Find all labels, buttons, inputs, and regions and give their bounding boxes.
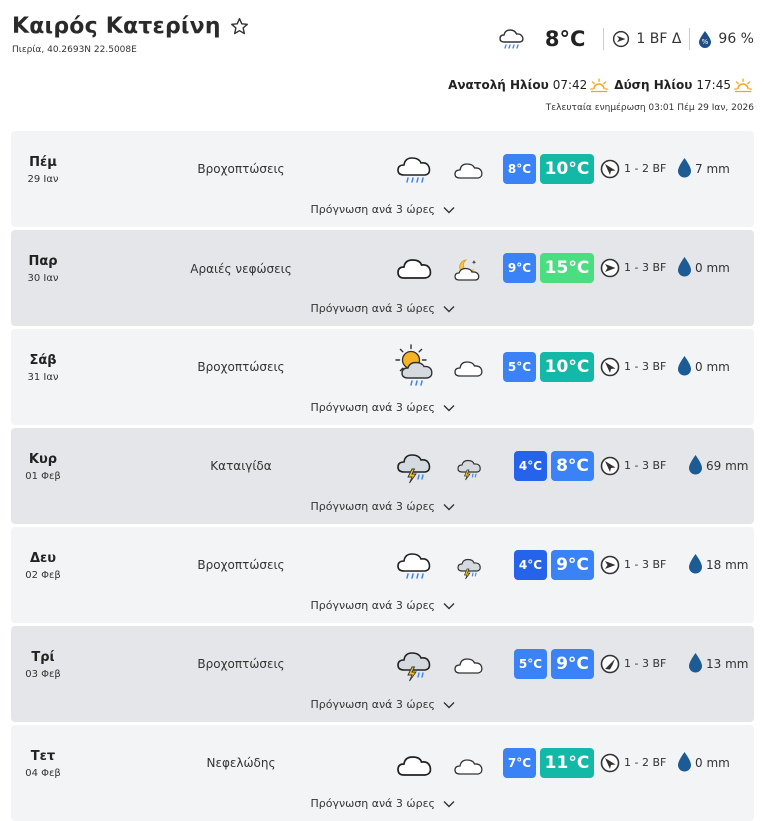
wind-force: 1 - 3 BF [624, 459, 667, 472]
temp-max-badge: 10°C [540, 154, 594, 184]
header [0, 0, 764, 125]
temp-max-badge: 9°C [551, 649, 594, 679]
rain-drop-icon [677, 355, 692, 376]
day-description: Βροχοπτώσεις [197, 657, 285, 671]
current-wind: 1 BF Δ [636, 31, 682, 47]
wind-force: 1 - 3 BF [624, 360, 667, 373]
day-date: 03 Φεβ [25, 669, 61, 680]
rain-drop-icon [677, 751, 692, 772]
temp-min-badge: 5°C [503, 352, 536, 382]
wind-force: 1 - 2 BF [624, 756, 667, 769]
rain-amount: 18 mm [706, 558, 749, 572]
humidity-icon [698, 30, 712, 48]
wind-direction-icon [600, 555, 620, 575]
rain-amount: 0 mm [695, 756, 730, 770]
sunset-label: Δύση Ηλίου [614, 78, 693, 92]
thunderstorm-icon [395, 448, 435, 484]
temp-max-badge: 10°C [540, 352, 594, 382]
current-temperature: 8°C [544, 27, 586, 51]
day-description: Νεφελώδης [206, 756, 276, 770]
page-title: Καιρός Κατερίνη [12, 14, 221, 39]
title-row [12, 14, 249, 39]
current-conditions [497, 22, 754, 56]
thunderstorm-icon [395, 646, 435, 682]
wind-direction-icon [600, 357, 620, 377]
day-description: Βροχοπτώσεις [197, 162, 285, 176]
current-humidity: 96 % [718, 31, 754, 47]
day-name: Παρ [28, 254, 58, 269]
day-row[interactable] [11, 725, 754, 821]
wind-direction-icon [600, 654, 620, 674]
wind-direction-icon [612, 30, 630, 48]
forecast-3h-label: Πρόγνωση ανά 3 ώρες [310, 599, 436, 612]
cloud-icon [395, 745, 435, 781]
chevron-down-icon [443, 701, 455, 709]
day-date: 04 Φεβ [25, 768, 61, 779]
cloud-outline-icon [452, 751, 486, 779]
wind-direction-icon [600, 258, 620, 278]
day-row[interactable] [11, 230, 754, 326]
forecast-3h-label: Πρόγνωση ανά 3 ώρες [310, 698, 436, 711]
rain-amount: 0 mm [695, 360, 730, 374]
svg-text:%: % [702, 38, 709, 46]
chevron-down-icon [443, 602, 455, 610]
day-row[interactable] [11, 626, 754, 722]
cloud-outline-icon [452, 652, 486, 680]
temp-min-badge: 5°C [514, 649, 547, 679]
last-updated: Τελευταία ενημέρωση 03:01 Πέμ 29 Ιαν, 2026 [545, 103, 754, 113]
rain-drop-icon [677, 256, 692, 277]
wind-force: 1 - 3 BF [624, 657, 667, 670]
temp-max-badge: 9°C [551, 550, 594, 580]
day-date: 31 Ιαν [27, 372, 59, 383]
rain-cloud-icon [497, 25, 527, 53]
day-row[interactable] [11, 131, 754, 227]
thunderstorm-small-icon [452, 553, 486, 581]
temp-max-badge: 11°C [540, 748, 594, 778]
temp-min-badge: 4°C [514, 451, 547, 481]
forecast-3h-toggle[interactable] [11, 203, 754, 216]
rain-drop-icon [688, 454, 703, 475]
day-name: Πέμ [29, 155, 57, 170]
wind-force: 1 - 3 BF [624, 261, 667, 274]
cloud-icon [395, 250, 435, 286]
rain-amount: 0 mm [695, 261, 730, 275]
day-date: 02 Φεβ [25, 570, 61, 581]
temp-max-badge: 15°C [540, 253, 594, 283]
temp-min-badge: 4°C [514, 550, 547, 580]
sun-times [448, 77, 754, 93]
moon-cloud-icon [452, 256, 486, 284]
forecast-3h-toggle[interactable] [11, 302, 754, 315]
sunset-icon [734, 77, 752, 93]
day-date: 01 Φεβ [25, 471, 61, 482]
temp-min-badge: 9°C [503, 253, 536, 283]
forecast-3h-label: Πρόγνωση ανά 3 ώρες [310, 797, 436, 810]
rain-amount: 13 mm [706, 657, 749, 671]
wind-direction-icon [600, 159, 620, 179]
day-date: 30 Ιαν [27, 273, 59, 284]
divider [689, 28, 690, 50]
chevron-down-icon [443, 800, 455, 808]
wind-force: 1 - 2 BF [624, 162, 667, 175]
thunderstorm-small-icon [452, 454, 486, 482]
forecast-3h-label: Πρόγνωση ανά 3 ώρες [310, 401, 436, 414]
forecast-3h-label: Πρόγνωση ανά 3 ώρες [310, 500, 436, 513]
chevron-down-icon [443, 503, 455, 511]
day-name: Τρί [31, 650, 55, 665]
forecast-3h-toggle[interactable] [11, 698, 754, 711]
temp-min-badge: 8°C [503, 154, 536, 184]
sunrise-time: 07:42 [552, 78, 588, 92]
rain-amount: 69 mm [706, 459, 749, 473]
star-icon[interactable] [230, 17, 249, 36]
chevron-down-icon [443, 305, 455, 313]
temp-min-badge: 7°C [503, 748, 536, 778]
sunrise-icon [590, 77, 608, 93]
day-name: Κυρ [28, 452, 58, 467]
forecast-3h-toggle[interactable] [11, 500, 754, 513]
sunrise-label: Ανατολή Ηλίου [448, 78, 549, 92]
rain-drop-icon [677, 157, 692, 178]
sunset-time: 17:45 [696, 78, 731, 92]
day-name: Δευ [29, 551, 57, 566]
temp-max-badge: 8°C [551, 451, 594, 481]
forecast-3h-label: Πρόγνωση ανά 3 ώρες [310, 302, 436, 315]
day-name: Σάβ [29, 353, 57, 368]
chevron-down-icon [443, 404, 455, 412]
day-row[interactable] [11, 329, 754, 425]
cloud-outline-icon [452, 355, 486, 383]
forecast-3h-toggle[interactable] [11, 401, 754, 414]
forecast-3h-toggle[interactable] [11, 797, 754, 810]
wind-force: 1 - 3 BF [624, 558, 667, 571]
rain-drop-icon [688, 553, 703, 574]
rain-cloud-icon [395, 547, 435, 583]
forecast-3h-label: Πρόγνωση ανά 3 ώρες [310, 203, 436, 216]
wind-direction-icon [600, 753, 620, 773]
sun-rain-cloud-icon [391, 343, 437, 387]
location-coords: Πιερία, 40.2693N 22.5008E [12, 45, 137, 55]
day-row[interactable] [11, 428, 754, 524]
cloud-outline-icon [452, 157, 486, 185]
rain-cloud-icon [395, 151, 435, 187]
day-date: 29 Ιαν [27, 174, 59, 185]
chevron-down-icon [443, 206, 455, 214]
rain-drop-icon [688, 652, 703, 673]
rain-amount: 7 mm [695, 162, 730, 176]
day-description: Καταιγίδα [210, 459, 272, 473]
day-row[interactable] [11, 527, 754, 623]
day-name: Τετ [30, 749, 56, 764]
day-description: Βροχοπτώσεις [197, 360, 285, 374]
forecast-3h-toggle[interactable] [11, 599, 754, 612]
day-description: Αραιές νεφώσεις [190, 262, 292, 276]
day-description: Βροχοπτώσεις [197, 558, 285, 572]
wind-direction-icon [600, 456, 620, 476]
divider [603, 28, 604, 50]
